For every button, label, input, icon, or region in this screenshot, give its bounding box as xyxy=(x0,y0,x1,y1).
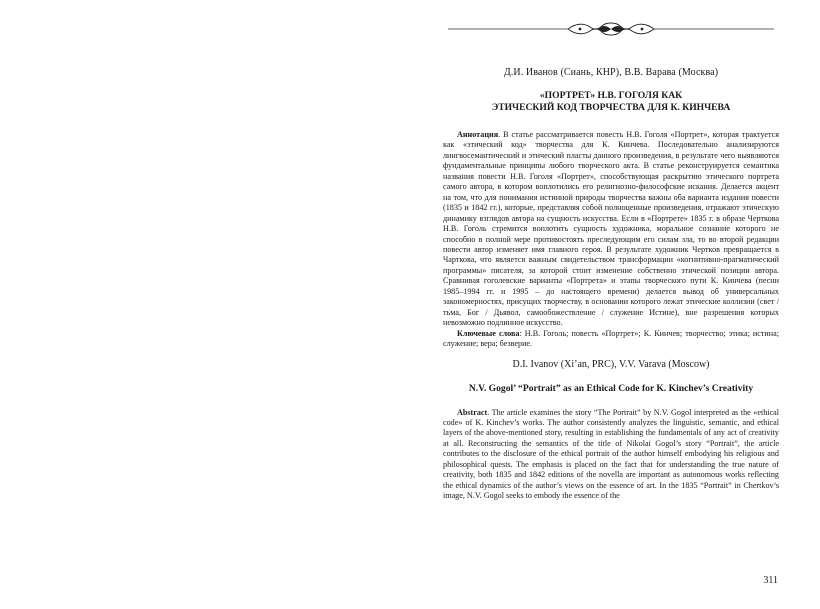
abstract-ru-label: Аннотация xyxy=(457,130,499,139)
authors-ru: Д.И. Иванов (Сиань, КНР), В.В. Варава (Москва) xyxy=(503,67,719,78)
page-number: 311 xyxy=(763,575,778,586)
keywords-ru-label: Ключевые слова xyxy=(457,328,520,338)
title-ru-line: «ПОРТРЕТ» Н.В. ГОГОЛЯ КАК xyxy=(539,90,683,101)
article-column xyxy=(443,58,779,502)
header-ornament xyxy=(448,22,774,36)
abstract-ru xyxy=(443,130,779,329)
keywords-ru xyxy=(443,329,779,350)
abstract-en xyxy=(443,408,779,502)
authors-en: D.I. Ivanov (Xi’an, PRC), V.V. Varava (Moscow) xyxy=(512,358,710,370)
abstract-en-text: . The article examines the story “The Portrait” by N.V. Gogol interpreted as the «ethical code» of K. Kinchev’s works. The author consistently analyzes the linguistic, semantic, and ethical layers of the above-mentioned story, resulting in establishing the fundamentals of any act of creativity at all. Reconstructing the semantics of the title of Nikolai Gogol’s story “Portrait”, the article contributes to the disclosure of the ethical portrait of the author himself embodying his religious and philosophical quests. The emphasis is placed on the fact that for understanding the true nature of creativity, both 1835 and 1842 editions of the novella are important as autonomous works reflecting the ethical dynamics of the author’s views on the essence of art. In the 1835 “Portrait” in Chertkov’s image, N.V. Gogol seeks to embody the essence of the xyxy=(443,407,779,501)
title-ru-line: ЭТИЧЕСКИЙ КОД ТВОРЧЕСТВА ДЛЯ К. КИНЧЕВА xyxy=(491,101,731,113)
abstract-en-label: Abstract xyxy=(457,407,488,417)
keywords-ru-text: : Н.В. Гоголь; повесть «Портрет»; К. Кинчев; творчество; этика; истина; служение; вера; безверие. xyxy=(443,328,779,349)
article-title-ru xyxy=(443,90,779,113)
article-title-en: N.V. Gogol’ “Portrait” as an Ethical Code for K. Kinchev’s Creativity xyxy=(468,382,754,394)
abstract-ru-text: . В статье рассматривается повесть Н.В. Гоголя «Портрет», которая трактуется как «этический код» творчества для К. Кинчева. Последовательно анализируются лингвосемантический и этический пласты данного произведения, в результате чего выявляются фундаментальные принципы любого творческого акта. В статье реконструируется семантика названия повести Н.В. Гоголя «Портрет», способствующая раскрытию этического портрета самого автора, в котором воплотились его религиозно-философские искания. Делается акцент на том, что для понимания истинной природы творчества важны оба варианта издания повести (1835 и 1842 гг.), которые, представляя собой полноценные произведения, отражают этическую динамику взглядов автора на сущность искусства. Если в «Портрете» 1835 г. в образе Черткова Н.В. Гоголь стремится воплотить сущность художника, моральное сознание которого не способно в полной мере противостоять преследующим его силам зла, то во второй редакции повести автор изменяет имя главного героя. В результате художник Чертков превращается в Чарткова, что является важным свидетельством трансформации «когнитивно-прагматический программы» писателя, за которой стоит изменение собственно этической позиции автора. Сравнивая гоголевские варианты «Портрета» и этапы творческого пути К. Кинчева (песни 1985–1994 гг. и 1995 – до настоящего времени) делается вывод об универсальных закономерностях, присущих творчеству, в основании которого лежат этические коллизии (свет / тьма, Бог / Дьявол, самообожествление / служение Истине), вне разрешения которых невозможно подлинное искусство. xyxy=(443,130,779,328)
